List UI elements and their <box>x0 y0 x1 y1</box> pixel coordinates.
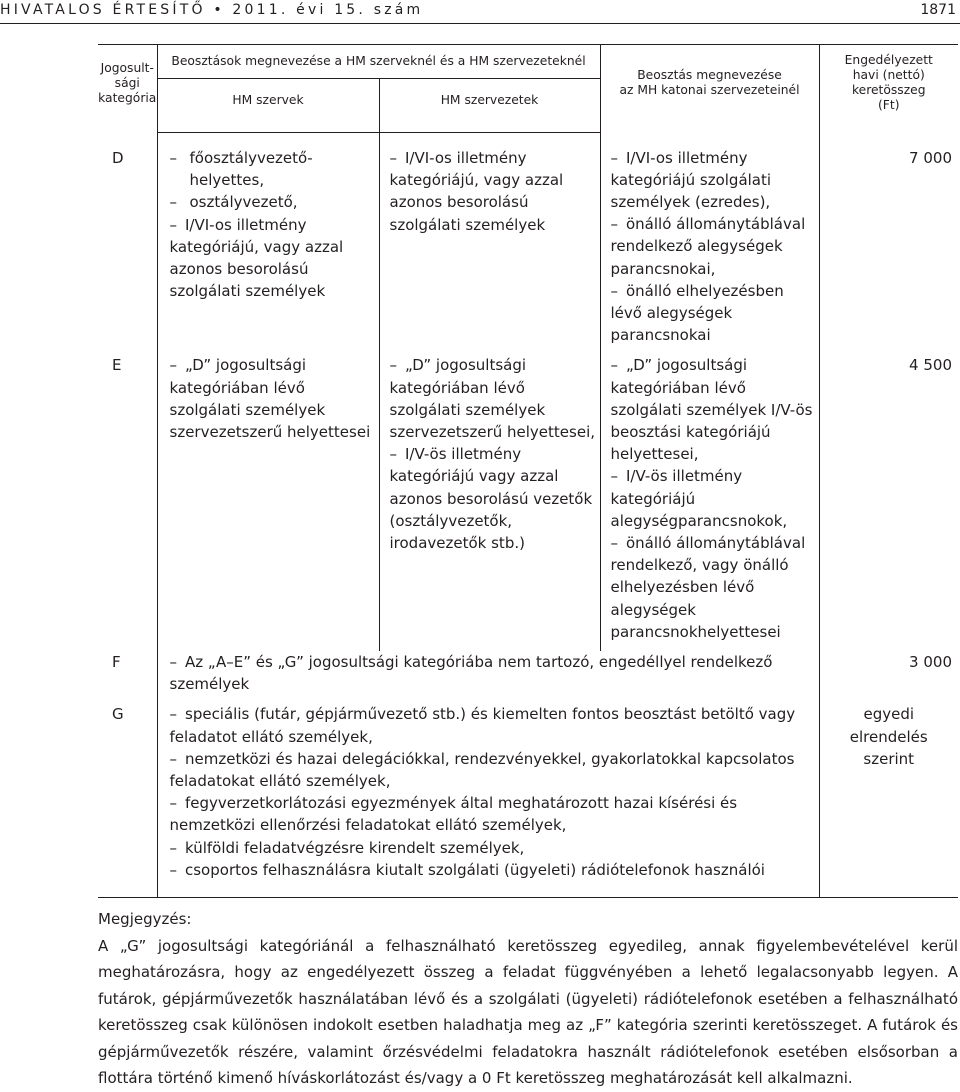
list-item: – fegyverzetkorlátozási egyezmények által meghatározott hazai kísérési és nemzetközi ellenőrzési feladatokat ellátó személyek, <box>169 794 738 835</box>
hm-orgs-cell <box>379 354 600 643</box>
list-item: – önálló elhelyezésben lévő alegységek parancsnokai <box>610 281 784 345</box>
mh-cell <box>600 133 819 347</box>
list-item: – csoportos felhasználásra kiutalt szolgálati (ügyeleti) rádiótelefonok használói <box>169 860 765 879</box>
list-item: – önálló állománytáblával rendelkező alegységek parancsnokai, <box>610 215 806 278</box>
list-item: – „D” jogosultsági kategóriában lévő szolgálati személyek szervezetszerű helyettesei <box>169 356 371 441</box>
header-rule <box>0 23 960 24</box>
header-mh: Beosztás megnevezése az MH katonai szervezeteinél <box>600 45 819 133</box>
note-section <box>98 906 958 1092</box>
hm-organs-cell <box>157 354 379 643</box>
list-item: – Az „A–E” és „G” jogosultsági kategóriába nem tartozó, engedéllyel rendelkező személyek <box>169 652 773 694</box>
amount-cell: 7 000 <box>909 148 952 167</box>
running-header <box>0 0 960 26</box>
list-item: – nemzetközi és hazai delegációkkal, rendezvényekkel, gyakorlatokkal kapcsolatos feladatokat ellátó személyek, <box>169 749 795 790</box>
list-item: – I/V-ös illetmény kategóriájú vagy azzal azonos besorolású vezetők (osztályvezetők, irodavezetők stb.) <box>389 445 593 552</box>
table-row <box>98 354 958 643</box>
category-cell: F <box>98 651 157 695</box>
amount-cell: 3 000 <box>909 652 952 671</box>
hm-orgs-cell <box>379 133 600 347</box>
list-item: – „D” jogosultsági kategóriában lévő szolgálati személyek szervezetszerű helyettesei, <box>389 356 596 441</box>
list-item: – speciális (futár, gépjárművezető stb.) és kiemelten fontos beosztást betöltő vagy feladatot ellátó személyek, <box>169 705 796 746</box>
note-text: A „G” jogosultsági kategóriánál a felhasználható keretösszeg egyedileg, annak figyelembevételével kerül meghatározásra, hogy az engedélyezett összeg a feladat függvényében a lehető legalacsonyabb legyen. A futárok, gépjárművezetők használatában lévő és a szolgálati (ügyeleti) rádiótelefonok esetében a felhasználható keretösszeg csak különösen indokolt esetben haladhatja meg az „F” kategória szerinti keretösszeget. A futárok és gépjárművezetők részére, valamint őrzésvédelmi feladatokra használt rádiótelefonok esetében elsősorban a flottára történő kimenő híváskorlátozást és/vagy a 0 Ft keretösszeg meghatározását kell alkalmazni. <box>98 936 958 1087</box>
amount-cell: 4 500 <box>909 356 952 375</box>
list-item: – osztályvezető, <box>169 193 298 212</box>
span-cell <box>157 703 819 897</box>
mh-cell <box>600 354 819 643</box>
header-positions-group: Beosztások megnevezése a HM szerveknél és a HM szervezeteknél <box>157 45 600 79</box>
list-item: – külföldi feladatvégzésre kirendelt személyek, <box>169 838 525 857</box>
journal-title: HIVATALOS ÉRTESÍTŐ • 2011. évi 15. szám <box>0 2 424 18</box>
list-item: – I/V-ös illetmény kategóriájú alegységparancsnokok, <box>610 467 788 530</box>
header-hm-organs: HM szervek <box>157 79 379 133</box>
table-row <box>98 703 958 897</box>
header-amount: Engedélyezett havi (nettó) keretösszeg (Ft) <box>819 45 958 133</box>
list-item: – I/VI-os illetmény kategóriájú szolgálati személyek (ezredes), <box>610 148 772 211</box>
category-cell: D <box>98 133 157 347</box>
table-row <box>98 133 958 347</box>
list-item: – főosztályvezető- helyettes, <box>169 149 313 190</box>
page-number: 1871 <box>920 2 956 18</box>
list-item: – önálló állománytáblával rendelkező, vagy önálló elhelyezésben lévő alegységek parancsnokhelyettesei <box>610 533 806 641</box>
amount-cell: egyedi elrendelés szerint <box>819 703 958 897</box>
header-category: Jogosult- sági kategória <box>98 45 157 133</box>
note-title: Megjegyzés: <box>98 910 192 928</box>
category-cell: G <box>98 703 157 897</box>
list-item: – „D” jogosultsági kategóriában lévő szolgálati személyek I/V-ös beosztási kategóriájú helyettesei, <box>610 356 813 464</box>
table-row <box>98 651 958 695</box>
list-item: – I/VI-os illetmény kategóriájú, vagy azzal azonos besorolású szolgálati személyek <box>389 149 564 234</box>
category-cell: E <box>98 354 157 643</box>
span-cell <box>157 651 819 695</box>
list-item: – I/VI-os illetmény kategóriájú, vagy azzal azonos besorolású szolgálati személyek <box>169 215 344 301</box>
allowance-table <box>98 44 958 898</box>
header-hm-orgs: HM szervezetek <box>379 79 600 133</box>
hm-organs-cell <box>157 133 379 347</box>
